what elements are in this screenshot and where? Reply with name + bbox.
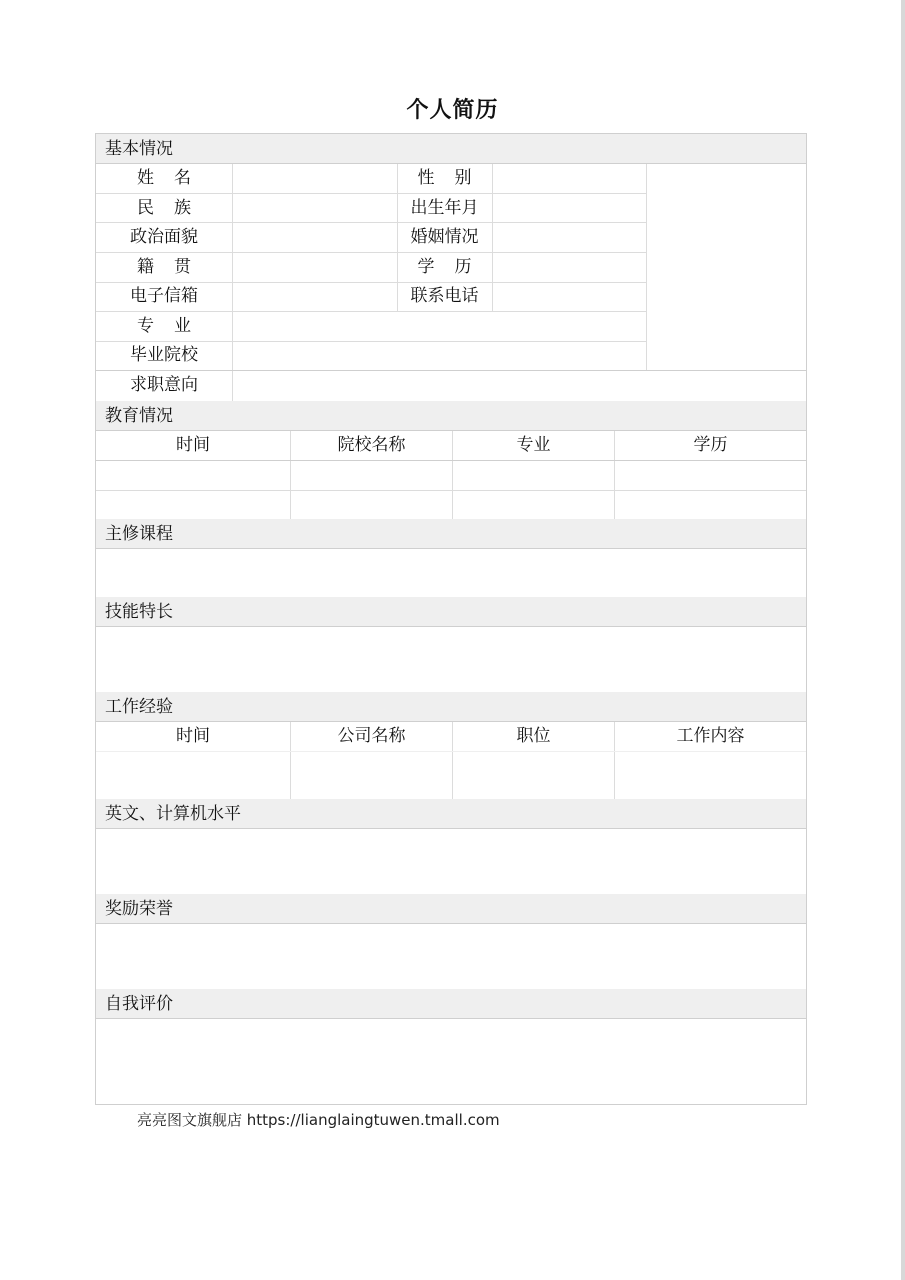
section-language-header: 英文、计算机水平 [96,799,806,829]
edu-header-degree: 学历 [693,435,728,455]
edu-cell[interactable] [96,461,290,490]
edu-header-school: 院校名称 [337,435,406,455]
section-courses-header: 主修课程 [96,519,806,549]
photo-area[interactable] [647,164,806,370]
label-political: 政治面貌 [130,227,198,247]
work-header-position: 职位 [516,726,551,746]
label-major: 专业 [137,316,211,336]
language-area[interactable] [96,829,806,894]
section-education-header: 教育情况 [96,401,806,431]
label-name: 姓名 [137,168,211,188]
page-title: 个人简历 [406,98,499,123]
label-degree: 学历 [417,257,492,277]
edu-cell[interactable] [615,461,806,490]
courses-area[interactable] [96,549,806,597]
work-header-company: 公司名称 [337,726,406,746]
section-work-header: 工作经验 [96,692,806,722]
page-edge [901,0,905,1280]
work-cell[interactable] [615,752,806,800]
work-cell[interactable] [291,752,452,800]
edu-cell[interactable] [291,491,452,520]
edu-cell[interactable] [96,491,290,520]
edu-cell[interactable] [453,491,614,520]
edu-header-major: 专业 [516,435,551,455]
label-objective: 求职意向 [130,375,198,395]
section-awards-header: 奖励荣誉 [96,894,806,924]
edu-cell[interactable] [291,461,452,490]
section-skills-header: 技能特长 [96,597,806,627]
label-phone: 联系电话 [410,286,479,306]
section-self-eval-header: 自我评价 [96,989,806,1019]
awards-area[interactable] [96,924,806,989]
resume-table [95,133,807,1105]
self-eval-area[interactable] [96,1019,806,1104]
divider [492,164,493,312]
label-email: 电子信箱 [130,286,198,306]
footer-store-link[interactable]: 亮亮图文旗舰店 https://lianglaingtuwen.tmall.com [137,1111,500,1129]
work-header-time: 时间 [176,726,210,746]
label-gender: 性别 [417,168,492,188]
skills-area[interactable] [96,627,806,692]
label-ethnicity: 民族 [137,198,211,218]
work-cell[interactable] [453,752,614,800]
label-native: 籍贯 [137,257,211,277]
label-marital: 婚姻情况 [410,227,479,247]
section-basic-header: 基本情况 [96,134,806,164]
work-header-content: 工作内容 [676,726,745,746]
edu-cell[interactable] [453,461,614,490]
work-cell[interactable] [96,752,290,800]
edu-cell[interactable] [615,491,806,520]
label-school: 毕业院校 [130,345,198,365]
edu-header-time: 时间 [176,435,210,455]
label-birth: 出生年月 [410,198,479,218]
